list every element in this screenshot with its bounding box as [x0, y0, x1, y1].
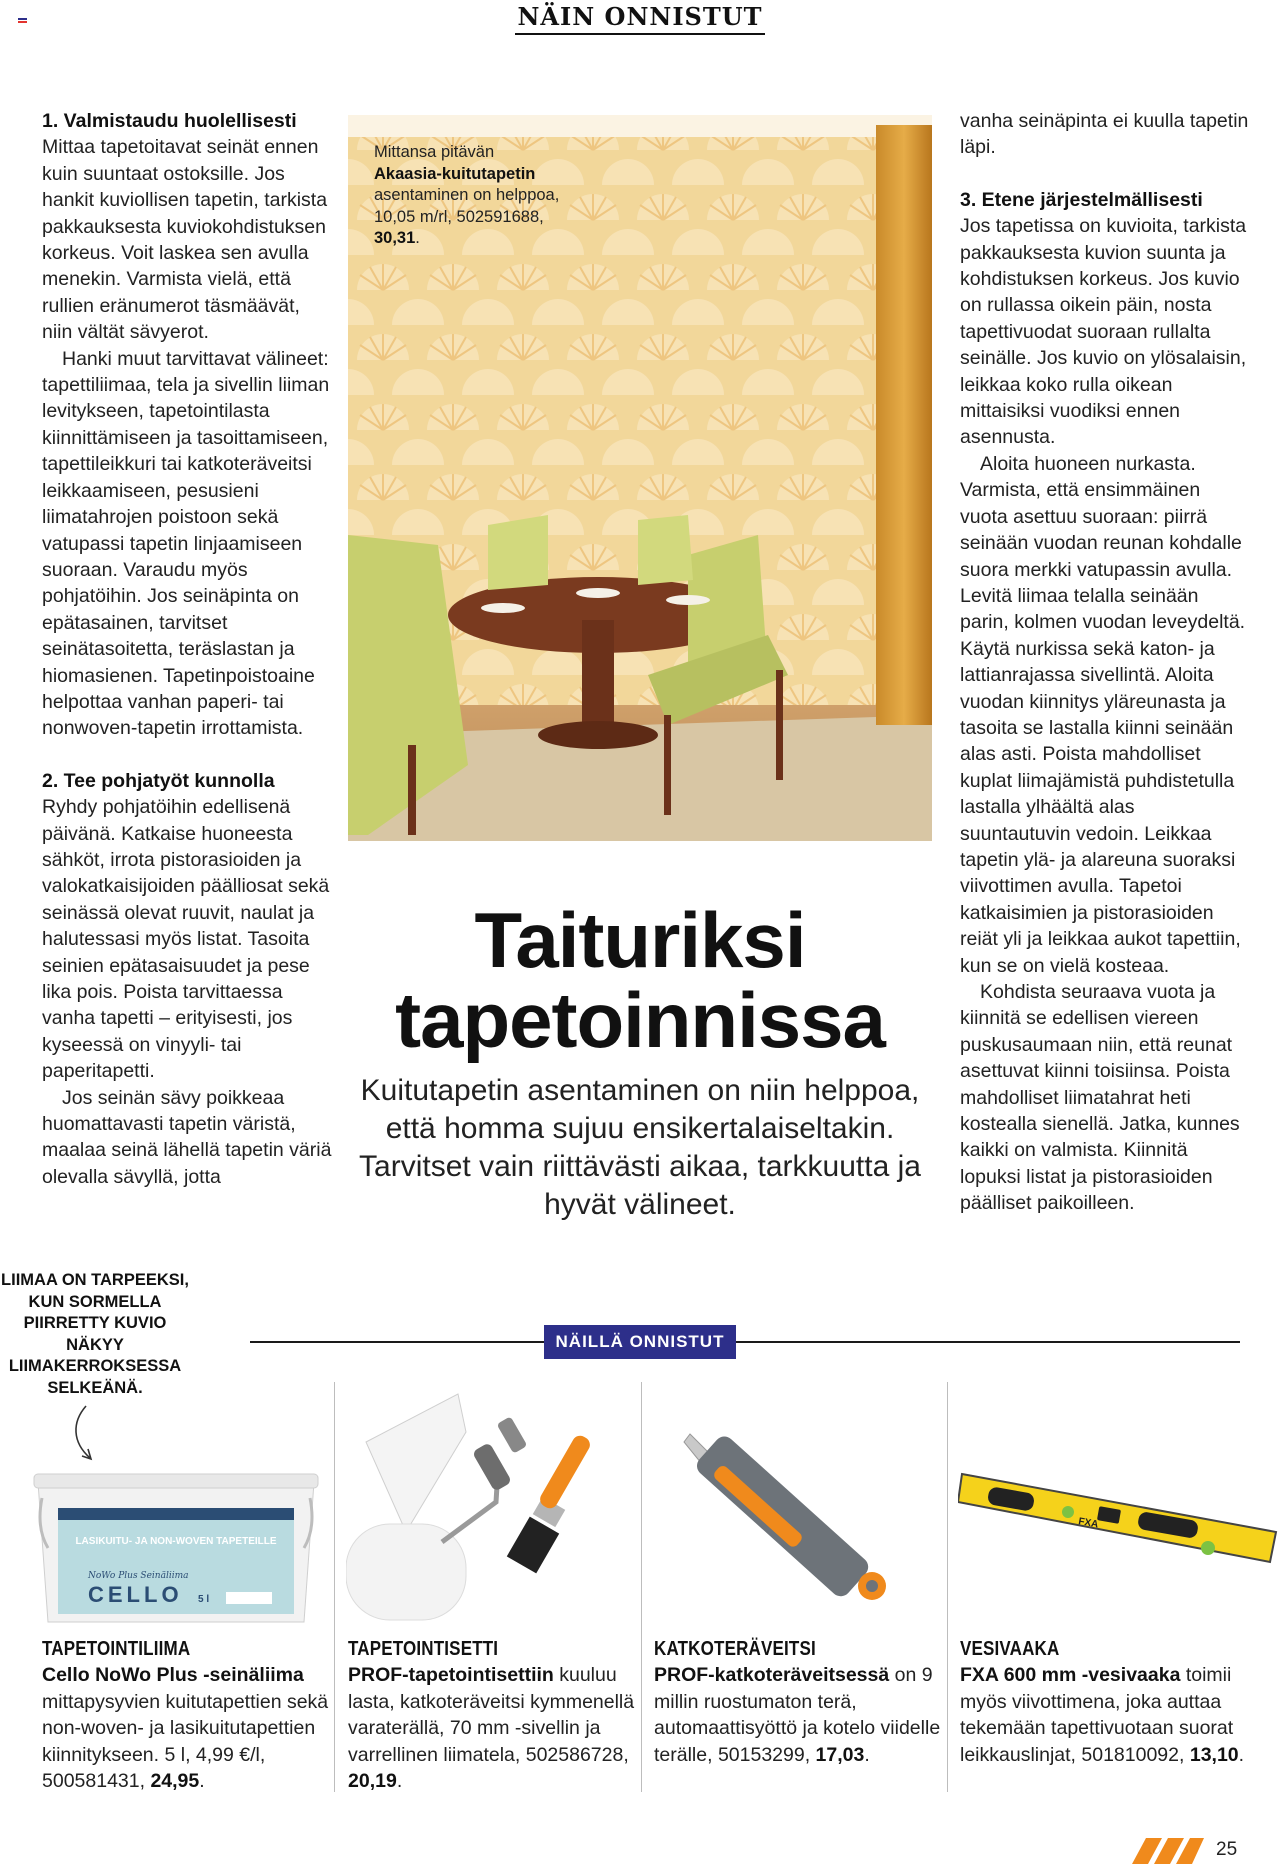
- article-lead: Kuitutapetin asentaminen on niin helppoa, että homma sujuu ensikertalaiseltakin. Tarvitset vain riittävästi aikaa, tarkkuutta ja hyvät välineet.: [359, 1074, 921, 1221]
- level-brand: FXA: [1077, 1516, 1100, 1531]
- product-category: TAPETOINTISETTI: [348, 1638, 499, 1660]
- section-badge: NÄILLÄ ONNISTUT: [544, 1325, 736, 1359]
- title-line: tapetoinnissa: [395, 976, 885, 1064]
- product-text: kuuluu lasta, katkoteräveitsi kymmenellä varaterällä, 70 mm -sivellin ja varrellinen liimatela, 502586728,: [348, 1664, 635, 1766]
- step-heading-1: 1. Valmistaudu huolellisesti: [42, 110, 297, 132]
- spirit-level-image: [958, 1462, 1280, 1572]
- photo-caption: [374, 142, 564, 250]
- glue-volume: 5 l: [198, 1594, 210, 1605]
- section-divider: [250, 1341, 1240, 1343]
- glue-product-sub: NoWo Plus Seinäliima: [88, 1571, 189, 1581]
- column-divider: [947, 1382, 948, 1792]
- product-text: on 9 millin ruostumaton terä, automaattisyöttö ja kotelo viidelle terälle, 50153299,: [654, 1664, 941, 1766]
- glue-brand: CELLO: [88, 1582, 183, 1607]
- product-text: .: [396, 1770, 403, 1793]
- caption-product-name: Akaasia-kuitutapetin: [374, 164, 536, 183]
- title-line: Taituriksi: [474, 896, 806, 984]
- paragraph: Hanki muut tarvittavat välineet: tapettiliimaa, tela ja sivellin liiman levitykseen, tapetointilasta kiinnittämiseen ja tasoittamiseen, tapettileikkuri tai katkoteräveitsi leikkaamiseen, pesusieni liimatahrojen poistoon sekä vatupassi tapetin linjaamiseen suoraan. Varaudu myös pohjatöihin. Jos seinäpinta on epätasainen, tarvitset seinätasoitetta, teräslastan ja hiomasienen. Tapetinpoistoaine helpottaa vanhan paperi- tai nonwoven-tapetin irrottamista.: [42, 347, 330, 740]
- product-text: mittapysyvien kuitutapettien sekä non-woven- ja lasikuitutapettien kiinnitykseen. 5 l, 4,99 €/l, 500581431,: [42, 1690, 329, 1793]
- step-heading-2: 2. Tee pohjatyöt kunnolla: [42, 769, 275, 792]
- product-name: PROF-tapetointisettiin: [348, 1664, 554, 1687]
- utility-knife-image: [680, 1424, 900, 1614]
- glue-bucket-image: [28, 1468, 324, 1628]
- product-price: 20,19: [348, 1770, 397, 1793]
- wallpaper-tool-set-image: [346, 1392, 636, 1628]
- product-card: [348, 1636, 638, 1794]
- glue-product-line: LASIKUITU- JA NON-WOVEN TAPETEILLE: [75, 1536, 277, 1547]
- product-price: 17,03: [815, 1743, 865, 1766]
- product-price: 24,95: [150, 1770, 200, 1793]
- product-name: FXA 600 mm -vesivaaka: [960, 1664, 1181, 1687]
- paragraph: vanha seinäpinta ei kuulla tapetin läpi.: [960, 110, 1249, 159]
- product-text: .: [1238, 1743, 1245, 1766]
- product-card: [42, 1636, 332, 1794]
- paragraph: Jos tapetissa on kuvioita, tarkista pakkauksesta kuvion suunta ja kohdistuksen korkeus. Jos kuvio on rullassa oikein päin, nosta tapettivuodat suoraan rullalta seinälle. Jos kuvio on ylösalaisin, leikkaa koko rulla oikean mittaisiksi vuodiksi ennen asennusta.: [960, 215, 1247, 449]
- product-card: [654, 1636, 944, 1768]
- column-divider: [641, 1382, 642, 1792]
- caption-price: 30,31: [374, 229, 416, 247]
- product-text: .: [864, 1743, 870, 1766]
- article-column-right: [960, 108, 1250, 1217]
- caption-text: Mittansa pitävän: [374, 143, 495, 161]
- curved-arrow-icon: [70, 1404, 100, 1464]
- paragraph: Jos seinän sävy poikkeaa huomattavasti tapetin väristä, maalaa seinä lähellä tapetin väriä olevalla sävyllä, jotta: [42, 1086, 332, 1188]
- tip-callout: LIIMAA ON TARPEEKSI, KUN SORMELLA PIIRRETTY KUVIO NÄKYY LIIMAKERROKSESSA SELKEÄNÄ.: [1, 1271, 189, 1397]
- product-text: toimii myös viivottimena, joka auttaa tekemään tapettivuotaan suorat leikkauslinjat, 501810092,: [960, 1664, 1234, 1766]
- product-text: .: [199, 1770, 205, 1793]
- product-category: TAPETOINTILIIMA: [42, 1638, 191, 1660]
- page-number: 25: [1216, 1839, 1238, 1860]
- paragraph: Mittaa tapetoitavat seinät ennen kuin suuntaat ostoksille. Jos hankit kuviollisen tapetin, tarkista pakkauksesta kuviokohdistuksen korkeus. Voit laskea sen avulla menekin. Varmista vielä, että rullien eränumerot täsmäävät, niin vältät sävyerot.: [42, 136, 328, 344]
- article-title: [340, 896, 940, 1064]
- page-header: [0, 2, 1280, 35]
- product-name: Cello NoWo Plus -seinäliima: [42, 1664, 304, 1687]
- caption-text: asentaminen on helppoa, 10,05 m/rl, 502591688,: [374, 186, 560, 226]
- product-price: 13,10: [1189, 1743, 1239, 1766]
- caption-text: .: [415, 229, 420, 247]
- section-title: NÄIN ONNISTUT: [515, 2, 764, 35]
- paragraph: Aloita huoneen nurkasta. Varmista, että ensimmäinen vuota asettuu suoraan: piirrä seinään vuodan reunan kohdalle suora merkki vatupassin avulla. Levitä liimaa telalla seinään parin, kolmen vuodan leveydeltä. Käytä nurkissa sekä katon- ja lattianrajassa sivellintä. Aloita vuodan kiinnitys yläreunasta ja tasoita se lastalla kiinni seinään alas asti. Poista mahdolliset kuplat liimajämistä puhdistetulla lastalla ylhäältä alas suuntautuvin vedoin. Leikkaa tapetin ylä- ja alareuna suoraksi viivottimen avulla. Tapetoi katkaisimien ja pistorasioiden reiät yli ja leikkaa aukot tapettiin, kun se on vielä kosteaa.: [960, 452, 1246, 977]
- brand-stripes-icon: [1132, 1838, 1204, 1864]
- product-card: [960, 1636, 1250, 1768]
- column-divider: [334, 1382, 335, 1792]
- paragraph: Ryhdy pohjatöihin edellisenä päivänä. Katkaise huoneesta sähköt, irrota pistorasioiden ja valokatkaisijoiden päälliosat sekä seinässä olevat ruuvit, naulat ja halutessasi myös listat. Tasoita seinien epätasaisuudet ja pese lika pois. Poista tarvittaessa vanha tapetti – erityisesti, jos kyseessä on vinyyli- tai paperitapetti.: [42, 796, 330, 1083]
- product-name: PROF-katkoteräveitsessä: [654, 1664, 890, 1687]
- product-category: KATKOTERÄVEITSI: [654, 1638, 816, 1660]
- step-heading-3: 3. Etene järjestelmällisesti: [960, 188, 1203, 211]
- paragraph: Kohdista seuraava vuota ja kiinnitä se edellisen viereen puskusaumaan niin, että reunat asettuvat kiinni toisiinsa. Poista mahdolliset liimatahrat heti kostealla sienellä. Jatka, kunnes kaikki on valmista. Kiinnitä lopuksi listat ja pistorasioiden päälliset paikoilleen.: [960, 981, 1240, 1215]
- article-column-left: [42, 108, 332, 1190]
- product-category: VESIVAAKA: [960, 1638, 1060, 1660]
